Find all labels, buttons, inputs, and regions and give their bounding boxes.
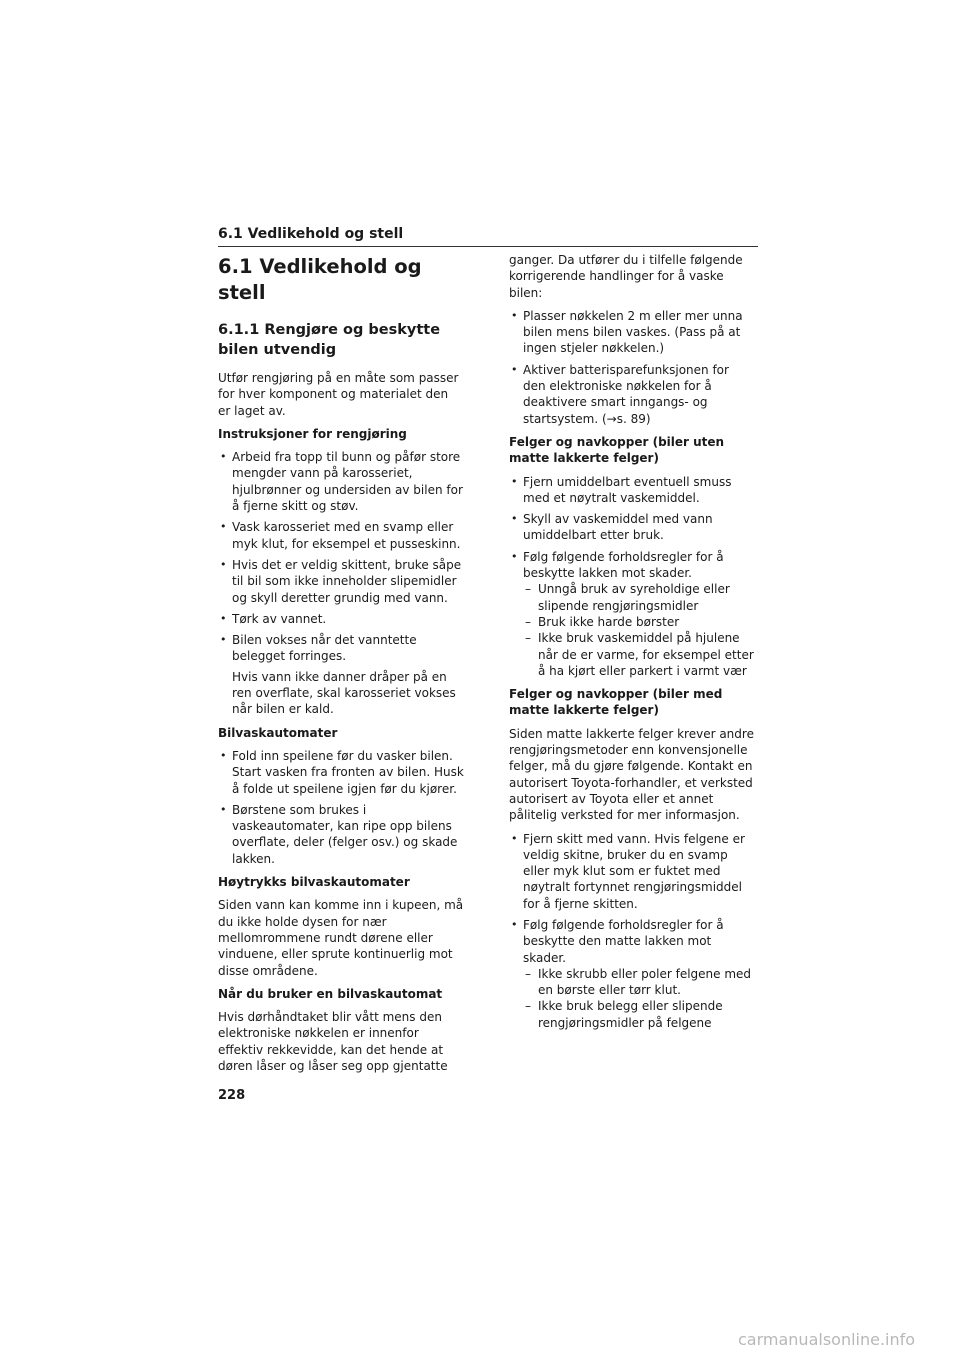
- car-wash-list: [218, 748, 464, 867]
- list-item: • Skyll av vaskemiddel med vann umiddelbart etter bruk.: [509, 511, 755, 544]
- sub-list-item: – Ikke bruk vaskemiddel på hjulene når de er varme, for eksempel etter å ha kjørt eller parkert i varmt vær: [523, 630, 755, 679]
- list-item: • Plasser nøkkelen 2 m eller mer unna bilen mens bilen vaskes. (Pass på at ingen stjeler nøkkelen.): [509, 308, 755, 357]
- continuation-text: ganger. Da utfører du i tilfelle følgende korrigerende handlinger for å vaske bilen:: [509, 253, 743, 300]
- list-item: • Bilen vokses når det vanntette belegget forringes. Hvis vann ikke danner dråper på en ren overflate, skal karosseriet vokses når bilen er kald.: [218, 632, 464, 717]
- intro-paragraph: Utfør rengjøring på en måte som passer for hver komponent og materialet den er laget av.: [218, 371, 459, 418]
- list-item: • Hvis det er veldig skittent, bruke såpe til bil som ikke inneholder slipemidler og skyll deretter grundig med vann.: [218, 557, 464, 606]
- list-item: • Følg følgende forholdsregler for å beskytte lakken mot skader. – Unngå bruk av syreholdige eller slipende rengjøringsmidler – Bruk ikke harde børster – Ikke bruk vaskemiddel på hjulene når de er varme, for eksempel etter å ha kjørt eller parkert i varmt vær: [509, 549, 755, 679]
- list-item: • Aktiver batterisparefunksjonen for den elektroniske nøkkelen for å deaktivere smart inngangs- og startsystem. (→s. 89): [509, 362, 755, 427]
- watermark: carmanualsonline.info: [738, 1330, 916, 1349]
- sub-list: [523, 966, 755, 1031]
- page-number: 228: [218, 1088, 246, 1103]
- instructions-list: [218, 449, 464, 717]
- when-using-heading: Når du bruker en bilvaskautomat: [218, 986, 443, 1001]
- list-item: • Fold inn speilene før du vasker bilen. Start vasken fra fronten av bilen. Husk å folde ut speilene igjen før du kjører.: [218, 748, 464, 797]
- sub-list-item: – Ikke skrubb eller poler felgene med en børste eller tørr klut.: [523, 966, 755, 999]
- list-item-note: Hvis vann ikke danner dråper på en ren overflate, skal karosseriet vokses når bilen er kald.: [232, 669, 456, 717]
- wheels-matte-list: [509, 831, 755, 1032]
- high-pressure-heading: Høytrykks bilvaskautomater: [218, 875, 410, 890]
- when-using-text: Hvis dørhåndtaket blir vått mens den elektroniske nøkkelen er innenfor effektiv rekkevidde, kan det hende at døren låser og låser seg opp gjentatte: [218, 1010, 448, 1073]
- section-title: 6.1 Vedlikehold og stell: [218, 255, 422, 304]
- list-item: • Følg følgende forholdsregler for å beskytte den matte lakken mot skader. – Ikke skrubb eller poler felgene med en børste eller tørr klut. – Ikke bruk belegg eller slipende rengjøringsmidler på felgene: [509, 917, 755, 1031]
- instructions-heading: Instruksjoner for rengjøring: [218, 426, 407, 441]
- sub-list-item: – Ikke bruk belegg eller slipende rengjøringsmidler på felgene: [523, 998, 755, 1031]
- list-item: • Fjern umiddelbart eventuell smuss med et nøytralt vaskemiddel.: [509, 474, 755, 507]
- list-item: • Børstene som brukes i vaskeautomater, kan ripe opp bilens overflate, deler (felger osv.) og skade lakken.: [218, 802, 464, 867]
- high-pressure-text: Siden vann kan komme inn i kupeen, må du ikke holde dysen for nær mellomrommene rundt dørene eller vinduene, eller sprute kontinuerlig mot disse områdene.: [218, 898, 464, 978]
- actions-list: [509, 308, 755, 427]
- list-item: • Tørk av vannet.: [218, 611, 464, 627]
- sub-list: [523, 581, 755, 679]
- running-header: 6.1 Vedlikehold og stell: [218, 224, 758, 247]
- list-item: • Fjern skitt med vann. Hvis felgene er veldig skitne, bruker du en svamp eller myk klut som er fuktet med nøytralt fortynnet rengjøringsmiddel for å fjerne skitten.: [509, 831, 755, 912]
- sub-list-item: – Bruk ikke harde børster: [523, 614, 755, 630]
- wheels-matte-text: Siden matte lakkerte felger krever andre rengjøringsmetoder enn konvensjonelle felger, må du gjøre følgende. Kontakt en autorisert Toyota-forhandler, et verksted autorisert av Toyota eller et annet pålitelig verksted for mer informasjon.: [509, 726, 754, 823]
- left-column: [218, 252, 464, 1081]
- list-item: • Vask karosseriet med en svamp eller myk klut, for eksempel et pusseskinn.: [218, 519, 464, 552]
- wheels-matte-heading: Felger og navkopper (biler med matte lakkerte felger): [509, 687, 723, 718]
- car-wash-heading: Bilvaskautomater: [218, 725, 338, 740]
- list-item: • Arbeid fra topp til bunn og påfør store mengder vann på karosseriet, hjulbrønner og undersiden av bilen for å fjerne skitt og støv.: [218, 449, 464, 514]
- subsection-title: 6.1.1 Rengjøre og beskytte bilen utvendig: [218, 322, 441, 358]
- right-column: [509, 252, 755, 1038]
- wheels-non-matte-heading: Felger og navkopper (biler uten matte lakkerte felger): [509, 434, 725, 466]
- sub-list-item: – Unngå bruk av syreholdige eller slipende rengjøringsmidler: [523, 581, 755, 614]
- wheels-non-matte-list: [509, 474, 755, 680]
